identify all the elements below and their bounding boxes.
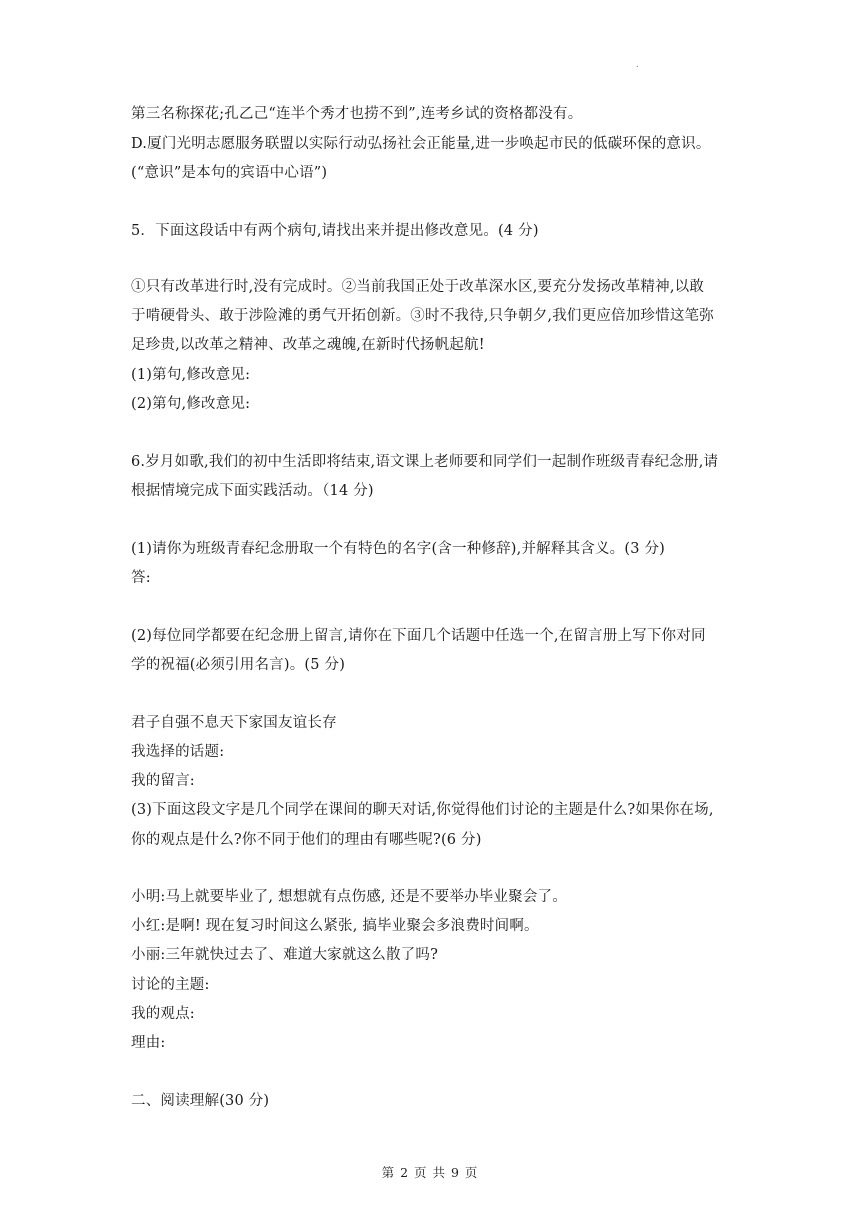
q6-prompt-line-2: 根据情境完成下面实践活动。（14 分) [131,483,374,499]
q5-prompt: 5．下面这段话中有两个病句,请找出来并提出修改意见。(4 分) [131,223,539,239]
q6-sub3-line-2: 你的观点是什么?你不同于他们的理由有哪些呢?(6 分) [131,832,482,848]
q5-answer-2: (2)第句,修改意见: [131,396,251,412]
q6-my-message: 我的留言: [131,773,195,789]
q5-paragraph-line-3: 足珍贵,以改革之精神、改革之魂魄,在新时代扬帆起航! [131,337,485,353]
q5-answer-1: (1)第句,修改意见: [131,367,251,383]
q4-text-line-1: 第三名称探花;孔乙己“连半个秀才也捞不到”,连考乡试的资格都没有。 [131,106,583,122]
q6-sub1-prompt: (1)请你为班级青春纪念册取一个有特色的名字(含一种修辞),并解释其含义。(3 分) [131,541,666,557]
q6-sub3-line-1: (3)下面这段文字是几个同学在课间的聊天对话,你觉得他们讨论的主题是什么?如果你在场, [131,802,714,818]
q6-sub2-line-2: 学的祝福(必须引用名言)。(5 分) [131,657,346,673]
q4-option-d: D.厦门光明志愿服务联盟以实际行动弘扬社会正能量,进一步唤起市民的低碳环保的意识。 [131,136,711,152]
q6-reason: 理由: [131,1035,166,1051]
page-footer: 第 2 页 共 9 页 [381,1165,479,1180]
q6-prompt-line-1: 6.岁月如歌,我们的初中生活即将结束,语文课上老师要和同学们一起制作班级青春纪念册,请 [131,454,719,470]
q6-viewpoint: 我的观点: [131,1006,195,1022]
q4-option-d-note: (“意识”是本句的宾语中心语”) [131,165,328,181]
q6-topic-choice: 我选择的话题: [131,744,225,760]
dialog-xiaoming: 小明:马上就要毕业了, 想想就有点伤感, 还是不要举办毕业聚会了。 [131,889,567,905]
q6-topics: 君子自强不息天下家国友谊长存 [131,715,337,731]
q5-paragraph-line-2: 于啃硬骨头、敢于涉险滩的勇气开拓创新。③时不我待,只争朝夕,我们更应倍加珍惜这笔弥 [131,308,714,324]
dialog-xiaoli: 小丽:三年就快过去了、难道大家就这么散了吗? [131,947,439,963]
header-mark: . [636,60,639,69]
q5-paragraph-line-1: ①只有改革进行时,没有完成时。②当前我国正处于改革深水区,要充分发扬改革精神,以敢 [131,279,705,295]
dialog-xiaohong: 小红:是啊! 现在复习时间这么紧张, 搞毕业聚会多浪费时间啊。 [131,918,539,934]
q6-theme: 讨论的主题: [131,977,210,993]
q6-sub2-line-1: (2)每位同学都要在纪念册上留言,请你在下面几个话题中任选一个,在留言册上写下你对同 [131,628,706,644]
q6-sub1-answer: 答: [131,570,151,586]
section-2-title: 二、阅读理解(30 分) [131,1093,270,1109]
